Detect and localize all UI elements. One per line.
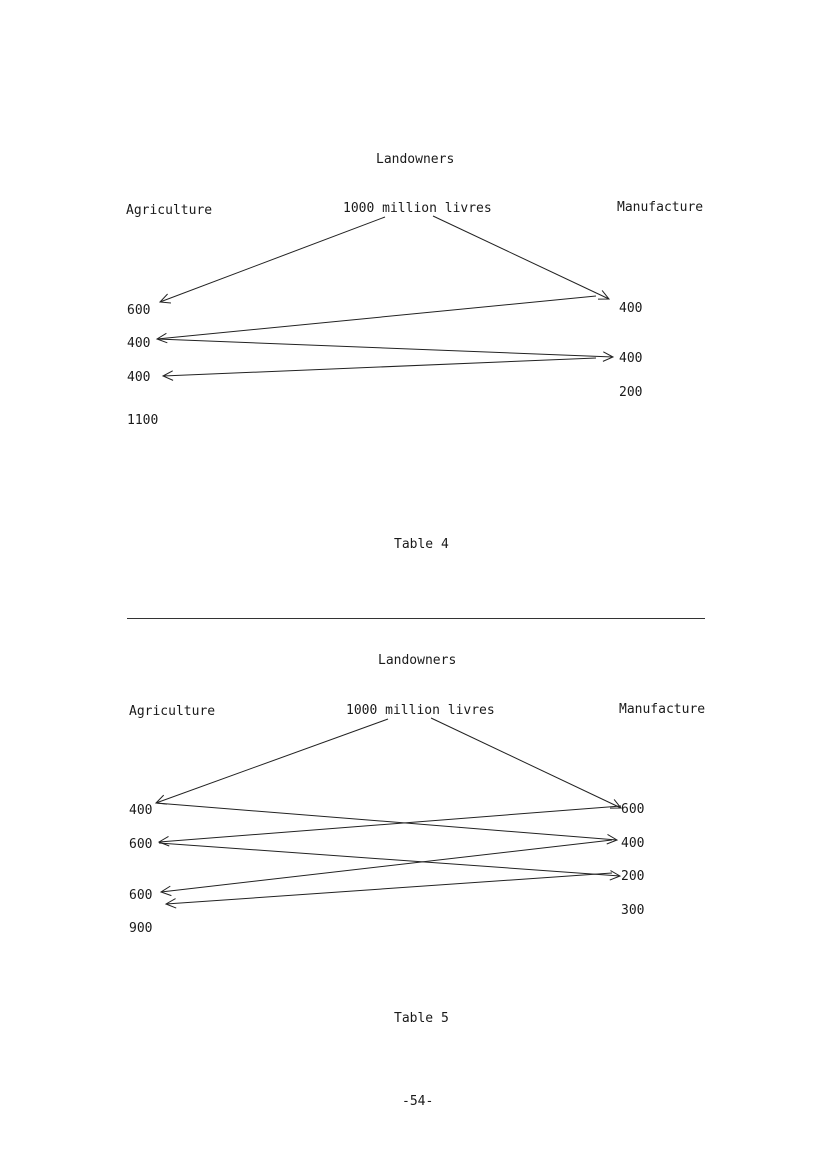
d1-landowners-label: Landowners: [376, 152, 455, 167]
d1-flow-arrow: [433, 216, 609, 299]
d1-flow-arrow: [160, 217, 385, 303]
d2-flow-arrow: [156, 803, 617, 844]
d2-left-value: 400: [129, 803, 153, 818]
d2-right-value: 600: [621, 802, 645, 817]
d2-manufacture-label: Manufacture: [619, 702, 706, 717]
d2-agriculture-label: Agriculture: [129, 704, 216, 719]
d2-center-amount: 1000 million livres: [346, 703, 495, 718]
d2-left-value: 600: [129, 888, 153, 903]
d2-landowners-label: Landowners: [378, 653, 457, 668]
d2-caption: Table 5: [394, 1011, 449, 1026]
d1-flow-arrow: [163, 358, 596, 380]
d2-right-value: 400: [621, 836, 645, 851]
d1-agriculture-label: Agriculture: [126, 203, 213, 218]
d2-right-total: 300: [621, 903, 645, 918]
d1-right-value: 400: [619, 301, 643, 316]
d2-flow-arrow: [166, 873, 612, 908]
d1-flow-arrow: [157, 339, 613, 361]
d2-left-total: 900: [129, 921, 153, 936]
d1-right-total: 200: [619, 385, 643, 400]
d1-left-value: 400: [127, 336, 151, 351]
d2-flow-arrow: [159, 843, 620, 880]
d1-caption: Table 4: [394, 537, 449, 552]
d2-flow-arrow: [431, 718, 621, 808]
d2-right-value: 200: [621, 869, 645, 884]
d1-center-amount: 1000 million livres: [343, 201, 492, 216]
d1-manufacture-label: Manufacture: [617, 200, 704, 215]
d2-left-value: 600: [129, 837, 153, 852]
d1-right-value: 400: [619, 351, 643, 366]
d1-left-value: 400: [127, 370, 151, 385]
d2-flow-arrow: [159, 806, 621, 846]
d1-left-value: 600: [127, 303, 151, 318]
d1-left-total: 1100: [127, 413, 159, 428]
d2-flow-arrow: [156, 719, 388, 804]
d1-flow-arrow: [157, 296, 596, 343]
page-number: -54-: [402, 1094, 434, 1109]
